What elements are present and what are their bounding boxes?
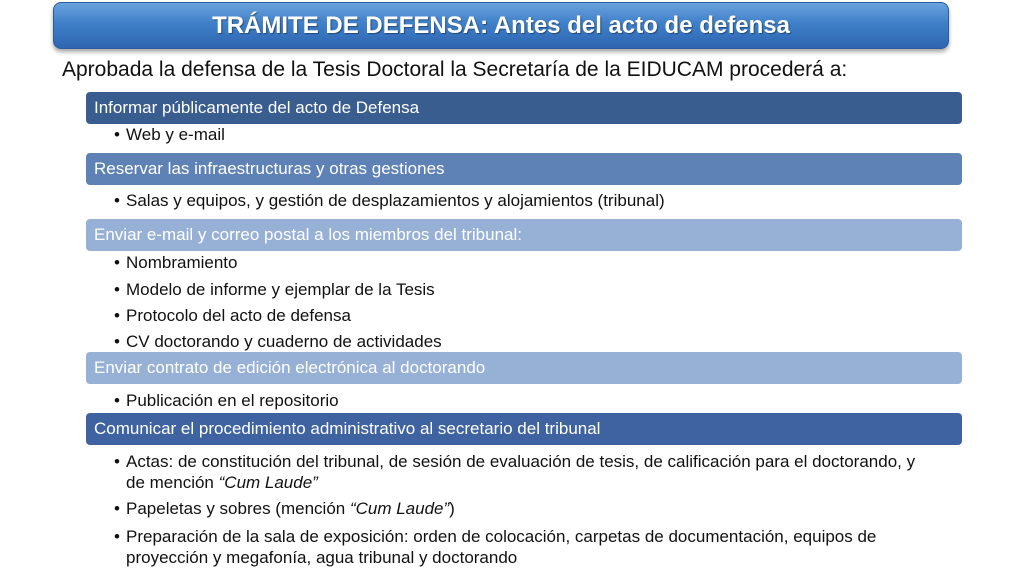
list-item: • Actas: de constitución del tribunal, de sesión de evaluación de tesis, de calificación para el doctorando, y de mención “Cum Laude” bbox=[114, 452, 916, 492]
list-item: • Publicación en el repositorio bbox=[114, 391, 339, 410]
title-banner bbox=[53, 2, 949, 49]
bullet-icon: • bbox=[114, 499, 120, 518]
bullet-icon: • bbox=[114, 527, 120, 546]
list-item: • CV doctorando y cuaderno de actividades bbox=[114, 332, 442, 351]
section-heading-3: Enviar e-mail y correo postal a los miembros del tribunal: bbox=[86, 219, 962, 251]
intro-text: Aprobada la defensa de la Tesis Doctoral la Secretaría de la EIDUCAM procederá a: bbox=[62, 58, 848, 81]
list-item: • Salas y equipos, y gestión de desplazamientos y alojamientos (tribunal) bbox=[114, 191, 665, 210]
list-item: • Web y e-mail bbox=[114, 125, 225, 144]
section-heading-1: Informar públicamente del acto de Defensa bbox=[86, 92, 962, 124]
section-heading-2: Reservar las infraestructuras y otras gestiones bbox=[86, 153, 962, 185]
bullet-icon: • bbox=[114, 452, 120, 471]
bullet-icon: • bbox=[114, 280, 120, 299]
list-item: • Modelo de informe y ejemplar de la Tesis bbox=[114, 280, 435, 299]
bullet-icon: • bbox=[114, 391, 120, 410]
section-heading-5: Comunicar el procedimiento administrativo al secretario del tribunal bbox=[86, 413, 962, 445]
bullet-icon: • bbox=[114, 191, 120, 210]
bullet-icon: • bbox=[114, 125, 120, 144]
slide-title: TRÁMITE DE DEFENSA: Antes del acto de defensa bbox=[212, 11, 790, 39]
bullet-icon: • bbox=[114, 332, 120, 351]
list-item: • Nombramiento bbox=[114, 253, 238, 272]
list-item: • Preparación de la sala de exposición: orden de colocación, carpetas de documentación, equipos de proyección y megafonía, agua tribunal y doctorando bbox=[114, 527, 877, 567]
bullet-icon: • bbox=[114, 306, 120, 325]
list-item: • Protocolo del acto de defensa bbox=[114, 306, 351, 325]
section-heading-4: Enviar contrato de edición electrónica al doctorando bbox=[86, 352, 962, 384]
list-item: • Papeletas y sobres (mención “Cum Laude”) bbox=[114, 499, 455, 518]
bullet-icon: • bbox=[114, 253, 120, 272]
